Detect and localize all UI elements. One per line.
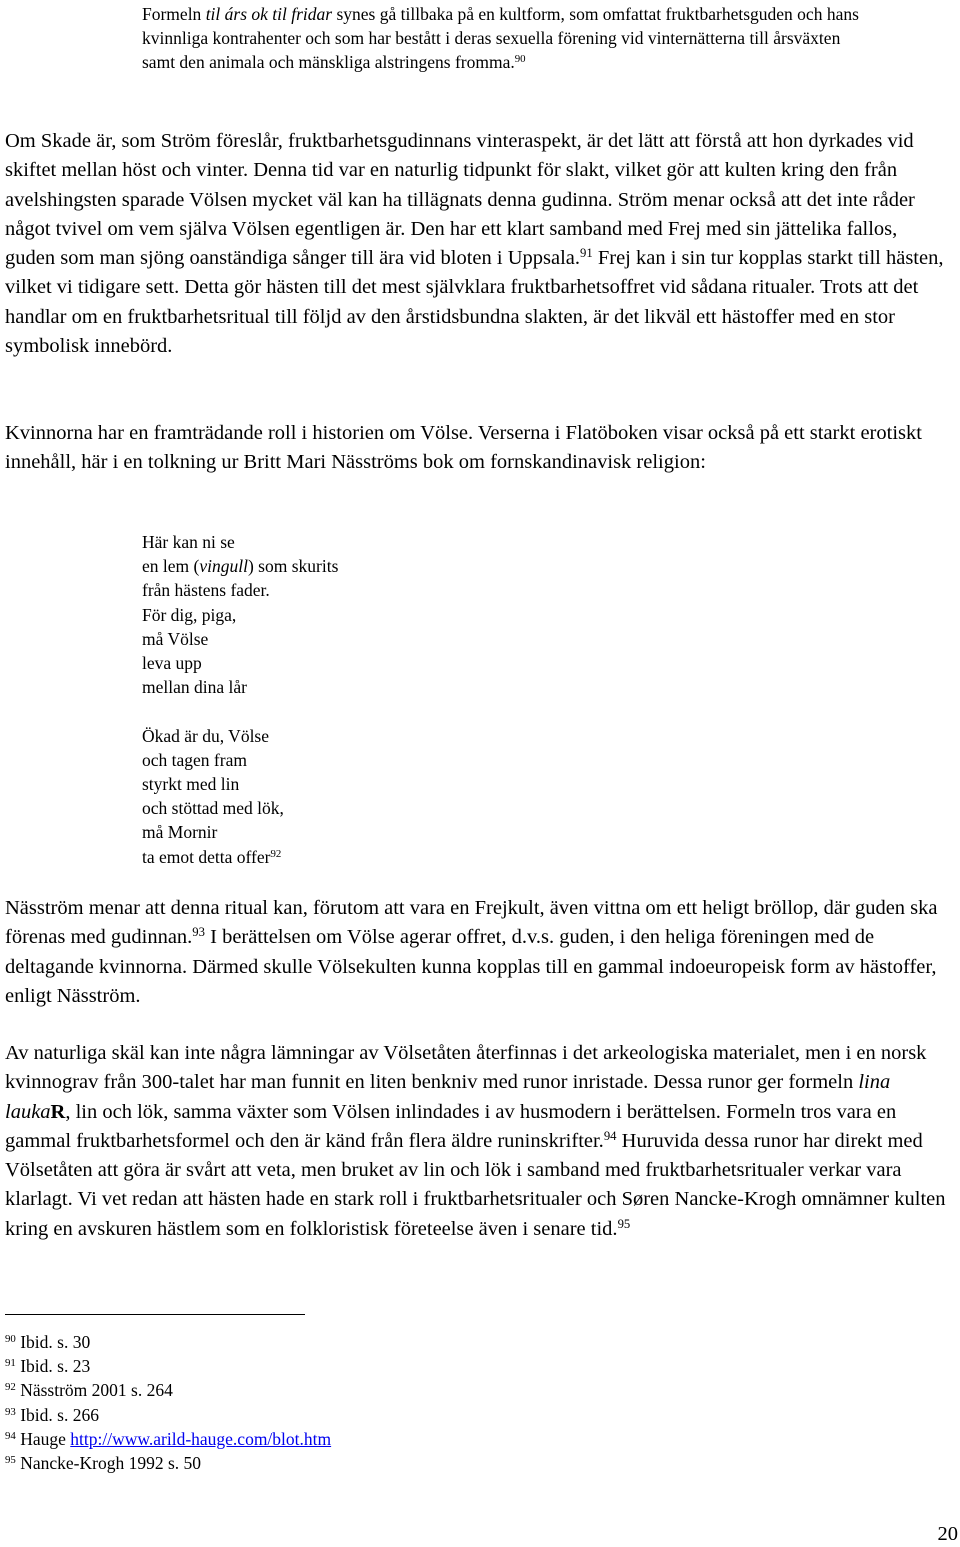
footnote-ref-91[interactable]: 91 — [580, 246, 593, 261]
footnote-ref-90[interactable]: 90 — [514, 53, 526, 66]
poem-line: från hästens fader. — [142, 580, 270, 601]
poem-line: Här kan ni se — [142, 532, 235, 552]
paragraph-nasstrom: Näsström menar att denna ritual kan, förutom att vara en Frejkult, även vittna om ett heligt bröllop, där guden ska förenas med gudinnan.$^{93}$ I berättelsen om Völse agerar offret, d.v.s. guden, i den heliga föreningen med de deltagande kvinnorna. Därmed skulle Völsekulten kunna kopplas till en gammal indoeuropeisk form av hästoffer, enligt Näsström. — [5, 897, 938, 1007]
footnote-item: $^{93}$ Ibid. s. 266 — [5, 1404, 99, 1425]
footnote-item: $^{92}$ Näsström 2001 s. 264 — [5, 1380, 173, 1401]
paragraph-lamningar: Av naturliga skäl kan inte några lämningar av Völsetåten återfinnas i det arkeologiska materialet, men i en norsk kvinnograv från 300-talet har man funnit en liten benkniv med runor inristade. Dessa runor ger formeln lina laukaR, lin och lök, samma växter som Völsen inlindades i av husmodern i berättelsen. Formeln tros vara en gammal fruktbarhetsformel och den är känd från flera äldre runinskrifter.$^{94}$ Huruvida dessa runor har direkt med Völsetåten att göra är svårt att veta, men bruket av lin och lök i samband med fruktbarhetsritualer verkar vara klarlagt. Vi vet redan att hästen hade en stark roll i fruktbarhetsritualer och Søren Nancke-Krogh omnämner kulten kring en avskuren hästlem som en folkloristisk företeelse även i senare tid.$^{95}$ — [5, 1042, 946, 1240]
footnote-ref-93[interactable]: 93 — [192, 925, 205, 940]
footnote-ref-92[interactable]: 92 — [270, 847, 282, 860]
poem-line: leva upp — [142, 653, 202, 674]
footnotes — [5, 1330, 605, 1475]
footnote-link[interactable]: http://www.arild-hauge.com/blot.htm — [70, 1428, 332, 1449]
poem-line: må Mornir — [142, 822, 218, 843]
footnote-item: $^{94}$ Hauge http://www.arild-hauge.com/blot.htm — [5, 1428, 332, 1449]
poem-line: må Völse — [142, 628, 209, 649]
footnote-item: $^{91}$ Ibid. s. 23 — [5, 1356, 91, 1377]
poem-line: och stöttad med lök, — [142, 798, 284, 819]
footnote-ref-94[interactable]: 94 — [603, 1128, 617, 1143]
poem-line: mellan dina lår — [142, 677, 247, 698]
poem-line: en lem (vingull) som skurits — [142, 556, 339, 577]
poem-line: styrkt med lin — [142, 774, 240, 795]
footnote-ref-95[interactable]: 95 — [617, 1216, 631, 1231]
page-number: 20 — [937, 1523, 958, 1545]
poem-line: Ökad är du, Völse — [142, 725, 270, 746]
footnote-item: $^{90}$ Ibid. s. 30 — [5, 1332, 91, 1352]
poem-line: ta emot detta offer$^{92}$ — [142, 846, 282, 867]
footnote-item: $^{95}$ Nancke-Krogh 1992 s. 50 — [5, 1453, 202, 1474]
paragraph-intro: Formeln til árs ok til fridar synes gå tillbaka på en kultform, som omfattat fruktbarhetsguden och hans kvinnliga kontrahenter och som har bestått i deras sexuella förening vid vinternätterna till årsväxten samt den animala och mänskliga alstringens fromma.$^{90}$ — [142, 4, 859, 73]
paragraph-skade: Om Skade är, som Ström föreslår, fruktbarhetsgudinnans vinteraspekt, är det lätt att förstå att hon dyrkades vid skiftet mellan höst och vinter. Denna tid var en naturlig tidpunkt för slakt, vilket gör att kulten kring den från avelshingsten sparade Völsen mycket väl kan ha tillägnats denna gudinna. Ström menar också att det inte råder något tvivel om vem själva Völsen egentligen är. Den har ett klart samband med Frej med sin jättelika fallos, guden som man sjöng oanständiga sånger till ära vid bloten i Uppsala.$^{91}$ Frej kan i sin tur kopplas starkt till hästen, vilket vi tidigare sett. Detta gör hästen till det mest självklara fruktbarhetsoffret vid sådana ritualer. Trots att det handlar om en fruktbarhetsritual till följd av den årstidsbundna slakten, är det likväl ett hästoffer med en stor symbolisk innebörd. — [5, 130, 944, 358]
poem-line: För dig, piga, — [142, 604, 237, 625]
footnote-separator — [5, 1314, 305, 1315]
poem-line: och tagen fram — [142, 749, 247, 770]
paragraph-kvinnorna: Kvinnorna har en framträdande roll i historien om Völse. Verserna i Flatöboken visar också på ett starkt erotiskt innehåll, här i en tolkning ur Britt Mari Näsströms bok om fornskandinavisk religion: — [5, 422, 922, 474]
poem-quote — [142, 530, 542, 869]
stanza-gap — [142, 699, 542, 723]
